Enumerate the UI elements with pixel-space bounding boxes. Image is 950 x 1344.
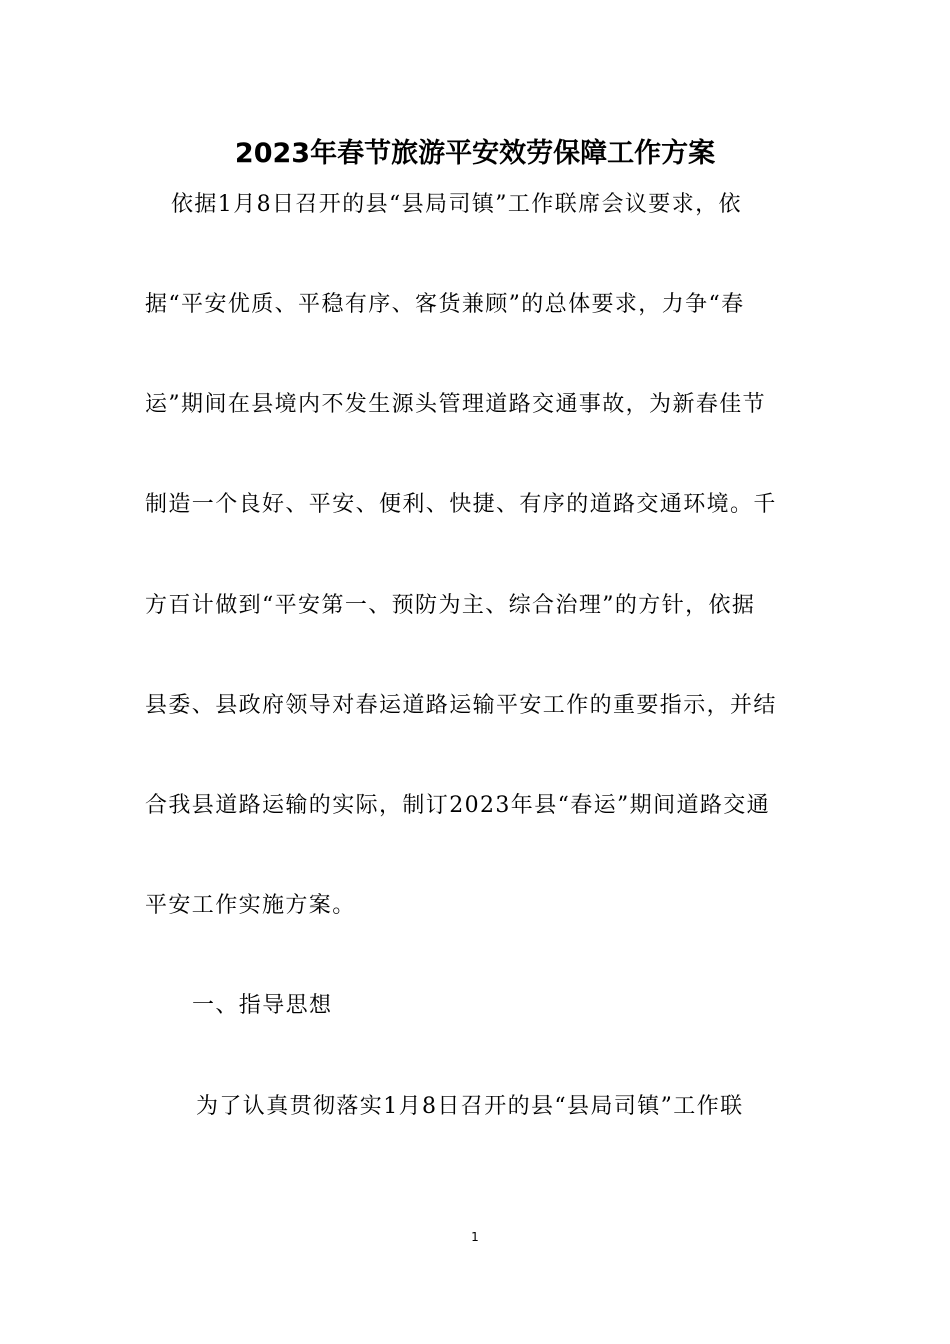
paragraph-line: 制造一个良好、平安、便利、快捷、有序的道路交通环境。千 (145, 492, 777, 517)
paragraph-line: 合我县道路运输的实际，制订2023年县“春运”期间道路交通 (145, 793, 771, 818)
document-title: 2023年春节旅游平安效劳保障工作方案 (234, 138, 716, 169)
paragraph-line: 平安工作实施方案。 (145, 893, 356, 918)
paragraph-line: 方百计做到“平安第一、预防为主、综合治理”的方针，依据 (145, 593, 756, 618)
paragraph-line: 为了认真贯彻落实1月8日召开的县“县局司镇”工作联 (196, 1094, 744, 1119)
paragraph-line: 运”期间在县境内不发生源头管理道路交通事故，为新春佳节 (145, 392, 767, 417)
page-number: 1 (471, 1230, 479, 1244)
paragraph-line: 依据1月8日召开的县“县局司镇”工作联席会议要求，依 (171, 192, 742, 217)
paragraph-line: 县委、县政府领导对春运道路运输平安工作的重要指示，并结 (145, 693, 777, 718)
paragraph-line: 据“平安优质、平稳有序、客货兼顾”的总体要求，力争“春 (145, 292, 745, 317)
section-heading: 一、指导思想 (192, 993, 333, 1018)
